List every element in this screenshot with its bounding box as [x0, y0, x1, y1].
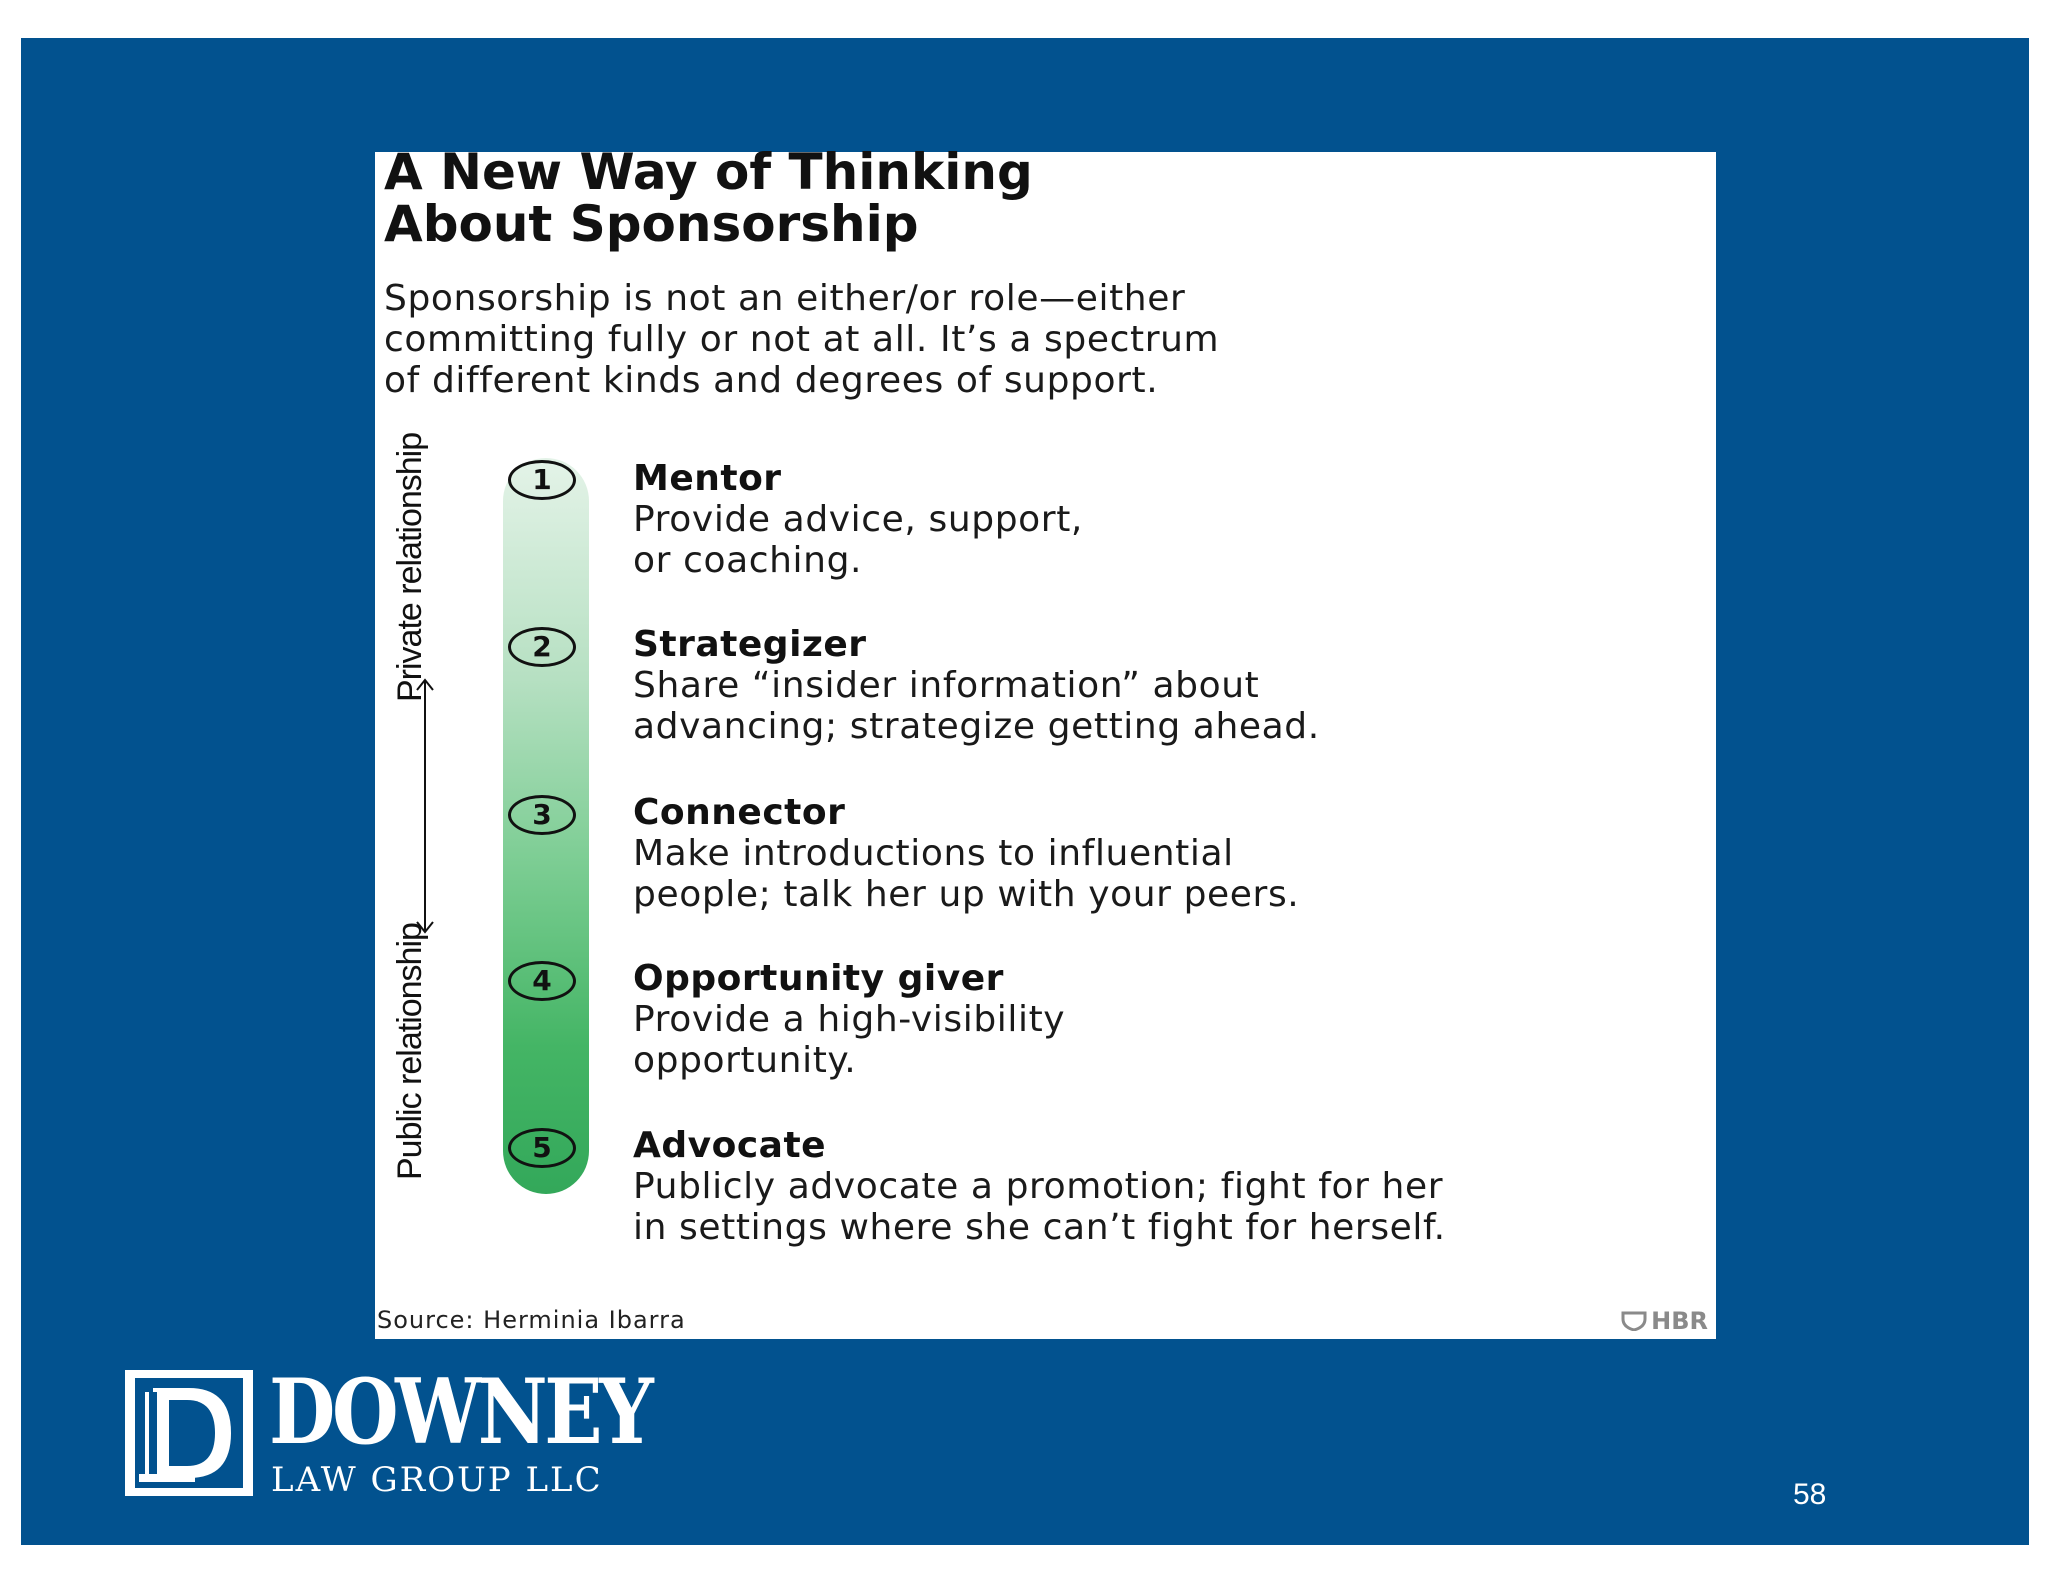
- firm-name: DOWNEY: [269, 1359, 651, 1465]
- hbr-logo-text: HBR: [1651, 1307, 1708, 1335]
- figure-title: [384, 143, 1033, 253]
- figure-subtitle: [384, 278, 1219, 401]
- step-number-badge: 4: [508, 961, 576, 1001]
- sponsorship-figure: [375, 143, 1716, 1339]
- step-description: [633, 499, 1083, 581]
- step-description-line: opportunity.: [633, 1040, 857, 1081]
- subtitle-line: of different kinds and degrees of support.: [384, 360, 1159, 401]
- step-strategizer: [633, 624, 1320, 747]
- step-description-line: Make introductions to influential: [633, 833, 1234, 874]
- step-description-line: Publicly advocate a promotion; fight for her: [633, 1166, 1444, 1207]
- page-number: 58: [1793, 1478, 1827, 1511]
- private-relationship-label: Private relationship: [391, 432, 429, 702]
- public-relationship-label: Public relationship: [391, 923, 429, 1180]
- step-title: Connector: [633, 792, 846, 833]
- step-advocate: [633, 1125, 1446, 1248]
- subtitle-line: committing fully or not at all. It’s a spectrum: [384, 319, 1220, 360]
- shield-icon: [1621, 1311, 1647, 1331]
- subtitle-line: Sponsorship is not an either/or role—either: [384, 278, 1186, 319]
- relationship-axis: [383, 432, 443, 1182]
- source-credit: Source: Herminia Ibarra: [377, 1306, 686, 1334]
- step-description-line: or coaching.: [633, 540, 863, 581]
- step-number-badge: 1: [508, 460, 576, 500]
- step-description: [633, 833, 1299, 915]
- step-title: Opportunity giver: [633, 958, 1004, 999]
- step-title: Advocate: [633, 1125, 827, 1166]
- step-number-badge: 5: [508, 1128, 576, 1168]
- slide: [21, 38, 2029, 1545]
- step-description-line: people; talk her up with your peers.: [633, 874, 1300, 915]
- logo-mark-icon: [125, 1370, 253, 1496]
- step-description-line: Provide a high-visibility: [633, 999, 1066, 1040]
- step-title: Strategizer: [633, 624, 867, 665]
- step-description: [633, 999, 1065, 1081]
- step-description-line: Provide advice, support,: [633, 499, 1083, 540]
- step-title: Mentor: [633, 458, 782, 499]
- step-number-badge: 2: [508, 627, 576, 667]
- step-opportunity-giver: [633, 958, 1065, 1081]
- downey-logo-mark: [125, 1370, 253, 1496]
- step-description-line: in settings where she can’t fight for herself.: [633, 1207, 1446, 1248]
- step-description: [633, 1166, 1446, 1248]
- step-connector: [633, 792, 1299, 915]
- step-description: [633, 665, 1320, 747]
- firm-tagline: LAW GROUP LLC: [271, 1460, 603, 1500]
- step-mentor: [633, 458, 1083, 581]
- step-description-line: advancing; strategize getting ahead.: [633, 706, 1320, 747]
- step-description-line: Share “insider information” about: [633, 665, 1260, 706]
- figure-title-line: About Sponsorship: [384, 195, 919, 253]
- hbr-logo: [1621, 1307, 1708, 1335]
- figure-title-line: A New Way of Thinking: [384, 143, 1033, 201]
- step-number-badge: 3: [508, 795, 576, 835]
